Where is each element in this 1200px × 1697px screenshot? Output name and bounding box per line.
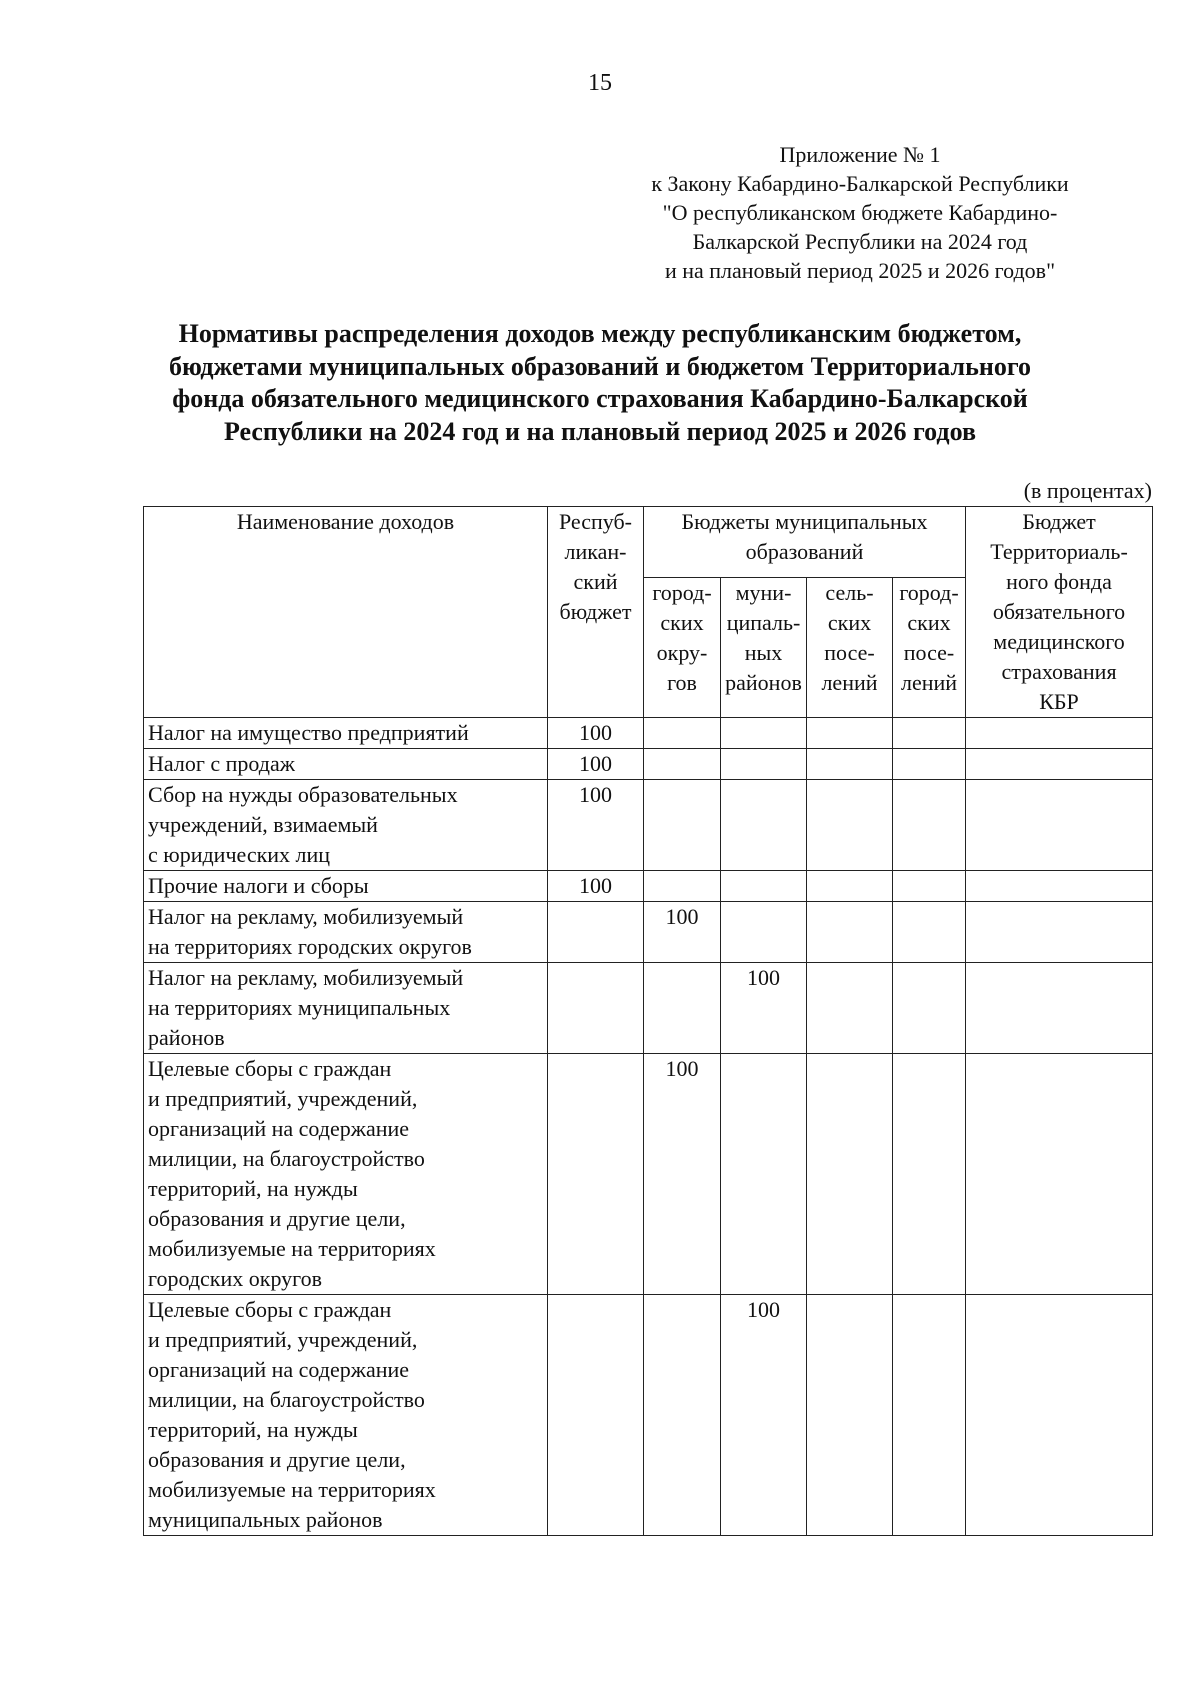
revenue-name-line: мобилизуемые на территориях xyxy=(148,1236,436,1261)
urban-districts-cell xyxy=(644,749,721,780)
header-text: ских xyxy=(907,609,951,635)
revenue-name-line: Налог на имущество предприятий xyxy=(148,720,469,745)
rural-settlements-cell xyxy=(807,871,893,902)
header-text: образований xyxy=(745,539,864,564)
republic-budget-cell: 100 xyxy=(548,780,644,871)
table-row xyxy=(144,902,1153,963)
header-urban-settlements xyxy=(893,577,966,717)
revenue-name-line: районов xyxy=(148,1025,225,1050)
urban-districts-cell: 100 xyxy=(644,1054,721,1295)
urban-districts-cell xyxy=(644,963,721,1054)
revenue-name-line: учреждений, взимаемый xyxy=(148,812,378,837)
revenue-name-line: городских округов xyxy=(148,1266,323,1291)
header-text: лений xyxy=(900,669,958,695)
republic-budget-cell: 100 xyxy=(548,718,644,749)
urban-settlements-cell xyxy=(893,780,966,871)
header-text: ских xyxy=(827,609,872,635)
header-text: страхования xyxy=(1001,659,1117,684)
header-text: лений xyxy=(821,669,878,695)
municipal-districts-cell xyxy=(721,1054,807,1295)
revenue-name-line: территорий, на нужды xyxy=(148,1176,358,1201)
header-text: Бюджет xyxy=(1022,509,1096,534)
revenue-name-line: организаций на содержание xyxy=(148,1116,410,1141)
municipal-districts-cell xyxy=(721,871,807,902)
header-fund-budget xyxy=(966,507,1153,718)
revenue-name-line: Прочие налоги и сборы xyxy=(148,873,369,898)
revenue-name-cell xyxy=(144,1054,548,1295)
header-text: районов xyxy=(725,669,802,695)
municipal-districts-cell: 100 xyxy=(721,1295,807,1536)
revenue-name-cell xyxy=(144,749,548,780)
urban-settlements-cell xyxy=(893,963,966,1054)
units-note: (в процентах) xyxy=(1023,478,1152,503)
revenue-name-line: на территориях муниципальных xyxy=(148,995,451,1020)
header-name: Наименование доходов xyxy=(144,507,548,718)
header-text: Бюджеты муниципальных xyxy=(681,509,928,534)
revenue-name-line: Налог с продаж xyxy=(148,751,295,776)
header-text: посе- xyxy=(824,639,875,665)
header-text: ципаль- xyxy=(726,609,801,635)
municipal-districts-cell xyxy=(721,780,807,871)
fund-budget-cell xyxy=(966,1295,1153,1536)
fund-budget-cell xyxy=(966,902,1153,963)
revenue-name-cell xyxy=(144,1295,548,1536)
header-text: сель- xyxy=(825,579,874,605)
header-text: ного фонда xyxy=(1006,569,1112,594)
header-text: город- xyxy=(899,579,959,605)
page-number: 15 xyxy=(588,70,612,96)
header-text: ликан- xyxy=(564,539,627,564)
table-row xyxy=(144,871,1153,902)
urban-settlements-cell xyxy=(893,1295,966,1536)
header-text: город- xyxy=(652,579,712,605)
revenue-name-line: милиции, на благоустройство xyxy=(148,1387,425,1412)
republic-budget-cell xyxy=(548,1295,644,1536)
revenue-name-cell xyxy=(144,963,548,1054)
header-text: посе- xyxy=(903,639,955,665)
table-row xyxy=(144,749,1153,780)
header-text: окру- xyxy=(656,639,708,665)
fund-budget-cell xyxy=(966,963,1153,1054)
header-text: муни- xyxy=(735,579,792,605)
header-text: ных xyxy=(744,639,783,665)
table-row xyxy=(144,1295,1153,1536)
revenue-name-line: на территориях городских округов xyxy=(148,934,472,959)
rural-settlements-cell xyxy=(807,1054,893,1295)
municipal-districts-cell xyxy=(721,718,807,749)
rural-settlements-cell xyxy=(807,1295,893,1536)
rural-settlements-cell xyxy=(807,780,893,871)
urban-settlements-cell xyxy=(893,718,966,749)
header-republic-budget xyxy=(548,507,644,718)
title-line: фонда обязательного медицинского страхования Кабардино-Балкарской xyxy=(172,384,1028,413)
fund-budget-cell xyxy=(966,871,1153,902)
header-text: медицинского xyxy=(993,629,1125,654)
revenue-name-line: образования и другие цели, xyxy=(148,1206,406,1231)
header-rural-settlements xyxy=(807,577,893,717)
revenue-name-line: милиции, на благоустройство xyxy=(148,1146,425,1171)
republic-budget-cell: 100 xyxy=(548,749,644,780)
fund-budget-cell xyxy=(966,718,1153,749)
republic-budget-cell xyxy=(548,1054,644,1295)
revenue-name-line: Сбор на нужды образовательных xyxy=(148,782,458,807)
appendix-line: к Закону Кабардино-Балкарской Республики xyxy=(651,171,1069,196)
revenue-name-cell xyxy=(144,718,548,749)
header-text: Респуб- xyxy=(558,509,633,534)
table-row xyxy=(144,963,1153,1054)
rural-settlements-cell xyxy=(807,718,893,749)
revenue-name-cell xyxy=(144,902,548,963)
appendix-line: Приложение № 1 xyxy=(779,142,941,167)
header-text: бюджет xyxy=(559,599,632,624)
appendix-line: и на плановый период 2025 и 2026 годов" xyxy=(664,258,1056,283)
urban-districts-cell: 100 xyxy=(644,902,721,963)
header-urban-districts xyxy=(644,577,721,717)
table-row xyxy=(144,780,1153,871)
revenue-name-cell xyxy=(144,780,548,871)
title-line: бюджетами муниципальных образований и бюджетом Территориального xyxy=(169,351,1031,381)
revenue-name-line: образования и другие цели, xyxy=(148,1447,406,1472)
revenue-name-line: Целевые сборы с граждан xyxy=(148,1297,392,1322)
rural-settlements-cell xyxy=(807,963,893,1054)
republic-budget-cell: 100 xyxy=(548,871,644,902)
republic-budget-cell xyxy=(548,902,644,963)
header-municipal-districts xyxy=(721,577,807,717)
revenue-name-line: и предприятий, учреждений, xyxy=(148,1327,418,1352)
title-line: Нормативы распределения доходов между республиканским бюджетом, xyxy=(178,319,1022,348)
urban-districts-cell xyxy=(644,780,721,871)
fund-budget-cell xyxy=(966,780,1153,871)
urban-settlements-cell xyxy=(893,871,966,902)
revenue-name-line: организаций на содержание xyxy=(148,1357,410,1382)
republic-budget-cell xyxy=(548,963,644,1054)
revenue-name-line: муниципальных районов xyxy=(148,1507,383,1532)
header-text: обязательного xyxy=(992,599,1126,624)
appendix-note xyxy=(560,140,1160,285)
rural-settlements-cell xyxy=(807,902,893,963)
appendix-line: "О республиканском бюджете Кабардино- xyxy=(662,200,1058,225)
revenue-name-line: Налог на рекламу, мобилизуемый xyxy=(148,965,464,990)
header-text: ских xyxy=(660,609,704,635)
municipal-districts-cell xyxy=(721,902,807,963)
urban-settlements-cell xyxy=(893,749,966,780)
revenue-name-line: мобилизуемые на территориях xyxy=(148,1477,436,1502)
revenue-name-line: с юридических лиц xyxy=(148,842,331,867)
urban-settlements-cell xyxy=(893,1054,966,1295)
revenue-name-line: Налог на рекламу, мобилизуемый xyxy=(148,904,464,929)
urban-districts-cell xyxy=(644,718,721,749)
municipal-districts-cell xyxy=(721,749,807,780)
table-row xyxy=(144,718,1153,749)
revenue-norms-table xyxy=(143,506,1153,1536)
urban-settlements-cell xyxy=(893,902,966,963)
header-text: КБР xyxy=(1039,689,1079,714)
municipal-districts-cell: 100 xyxy=(721,963,807,1054)
revenue-name-line: территорий, на нужды xyxy=(148,1417,358,1442)
header-text: ский xyxy=(573,569,618,594)
urban-districts-cell xyxy=(644,1295,721,1536)
urban-districts-cell xyxy=(644,871,721,902)
title-line: Республики на 2024 год и на плановый период 2025 и 2026 годов xyxy=(224,416,976,446)
fund-budget-cell xyxy=(966,1054,1153,1295)
header-text: Территориаль- xyxy=(990,539,1128,564)
revenue-name-line: Целевые сборы с граждан xyxy=(148,1056,392,1081)
revenue-name-cell xyxy=(144,871,548,902)
revenue-name-line: и предприятий, учреждений, xyxy=(148,1086,418,1111)
appendix-line: Балкарской Республики на 2024 год xyxy=(692,229,1028,254)
header-text: гов xyxy=(667,669,697,695)
table-row xyxy=(144,1054,1153,1295)
rural-settlements-cell xyxy=(807,749,893,780)
fund-budget-cell xyxy=(966,749,1153,780)
header-municipal-budgets xyxy=(644,507,966,578)
document-title xyxy=(130,318,1070,448)
